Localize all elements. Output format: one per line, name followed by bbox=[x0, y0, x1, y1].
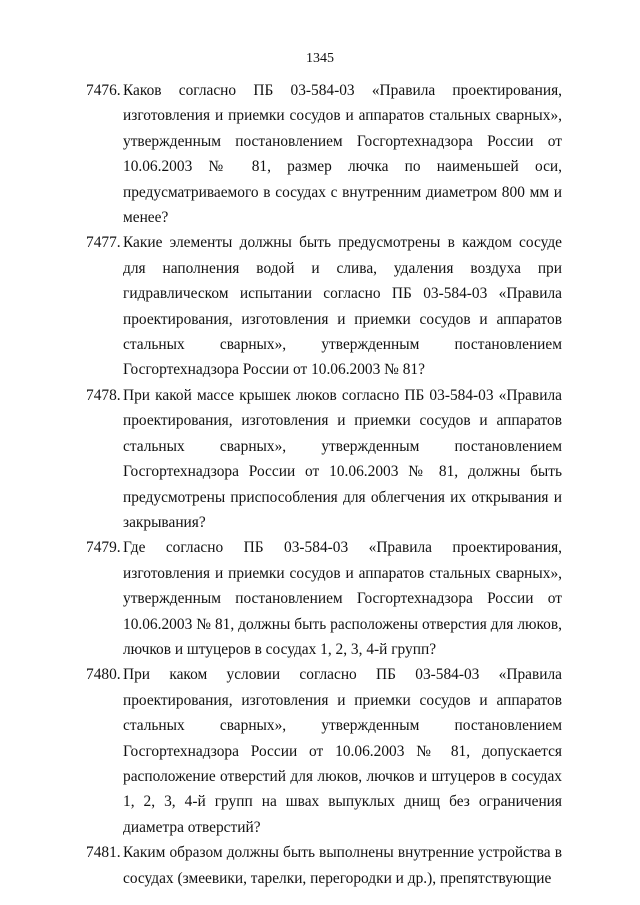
question-7481 bbox=[86, 840, 562, 891]
question-number: 7481. bbox=[86, 844, 121, 862]
question-number: 7477. bbox=[86, 234, 121, 252]
question-number: 7479. bbox=[86, 539, 121, 557]
question-list bbox=[86, 78, 562, 891]
question-number: 7478. bbox=[86, 386, 121, 404]
question-text: Каков согласно ПБ 03-584-03 «Правила проектирования, изготовления и приемки сосудов и аппаратов стальных сварных», утвержденным постановлением Госгортехнадзора России от 10.06.2003 № 81, размер лючка по наименьшей оси, предусматриваемого в сосудах с внутренним диаметром 800 мм и менее? bbox=[123, 82, 562, 227]
question-text: Какие элементы должны быть предусмотрены в каждом сосуде для наполнения водой и слива, удаления воздуха при гидравлическом испытании согласно ПБ 03-584-03 «Правила проектирования, изготовления и приемки сосудов и аппаратов стальных сварных», утвержденным постановлением Госгортехнадзора России от 10.06.2003 № 81? bbox=[123, 234, 562, 379]
page-number: 1345 bbox=[306, 51, 334, 66]
question-number: 7480. bbox=[86, 666, 121, 684]
question-7480 bbox=[86, 662, 562, 840]
question-text: При какой массе крышек люков согласно ПБ 03-584-03 «Правила проектирования, изготовления и приемки сосудов и аппаратов стальных сварных», утвержденным постановлением Госгортехнадзора России от 10.06.2003 № 81, должны быть предусмотрены приспособления для облегчения их открывания и закрывания? bbox=[123, 386, 562, 531]
question-7476 bbox=[86, 78, 562, 230]
question-7477 bbox=[86, 230, 562, 382]
question-7478 bbox=[86, 383, 562, 535]
question-number: 7476. bbox=[86, 82, 121, 99]
question-text: При каком условии согласно ПБ 03-584-03 «Правила проектирования, изготовления и приемки сосудов и аппаратов стальных сварных», утвержденным постановлением Госгортехнадзора России от 10.06.2003 № 81, допускается расположение отверстий для люков, лючков и штуцеров в сосудах 1, 2, 3, 4-й групп на швах выпуклых днищ без ограничения диаметра отверстий? bbox=[123, 666, 562, 836]
question-7479 bbox=[86, 535, 562, 662]
question-text: Где согласно ПБ 03-584-03 «Правила проектирования, изготовления и приемки сосудов и аппаратов стальных сварных», утвержденным постановлением Госгортехнадзора России от 10.06.2003 № 81, должны быть расположены отверстия для люков, лючков и штуцеров в сосудах 1, 2, 3, 4-й групп? bbox=[123, 539, 562, 658]
question-text: Каким образом должны быть выполнены внутренние устройства в сосудах (змеевики, тарелки, перегородки и др.), препятствующие bbox=[123, 844, 562, 887]
